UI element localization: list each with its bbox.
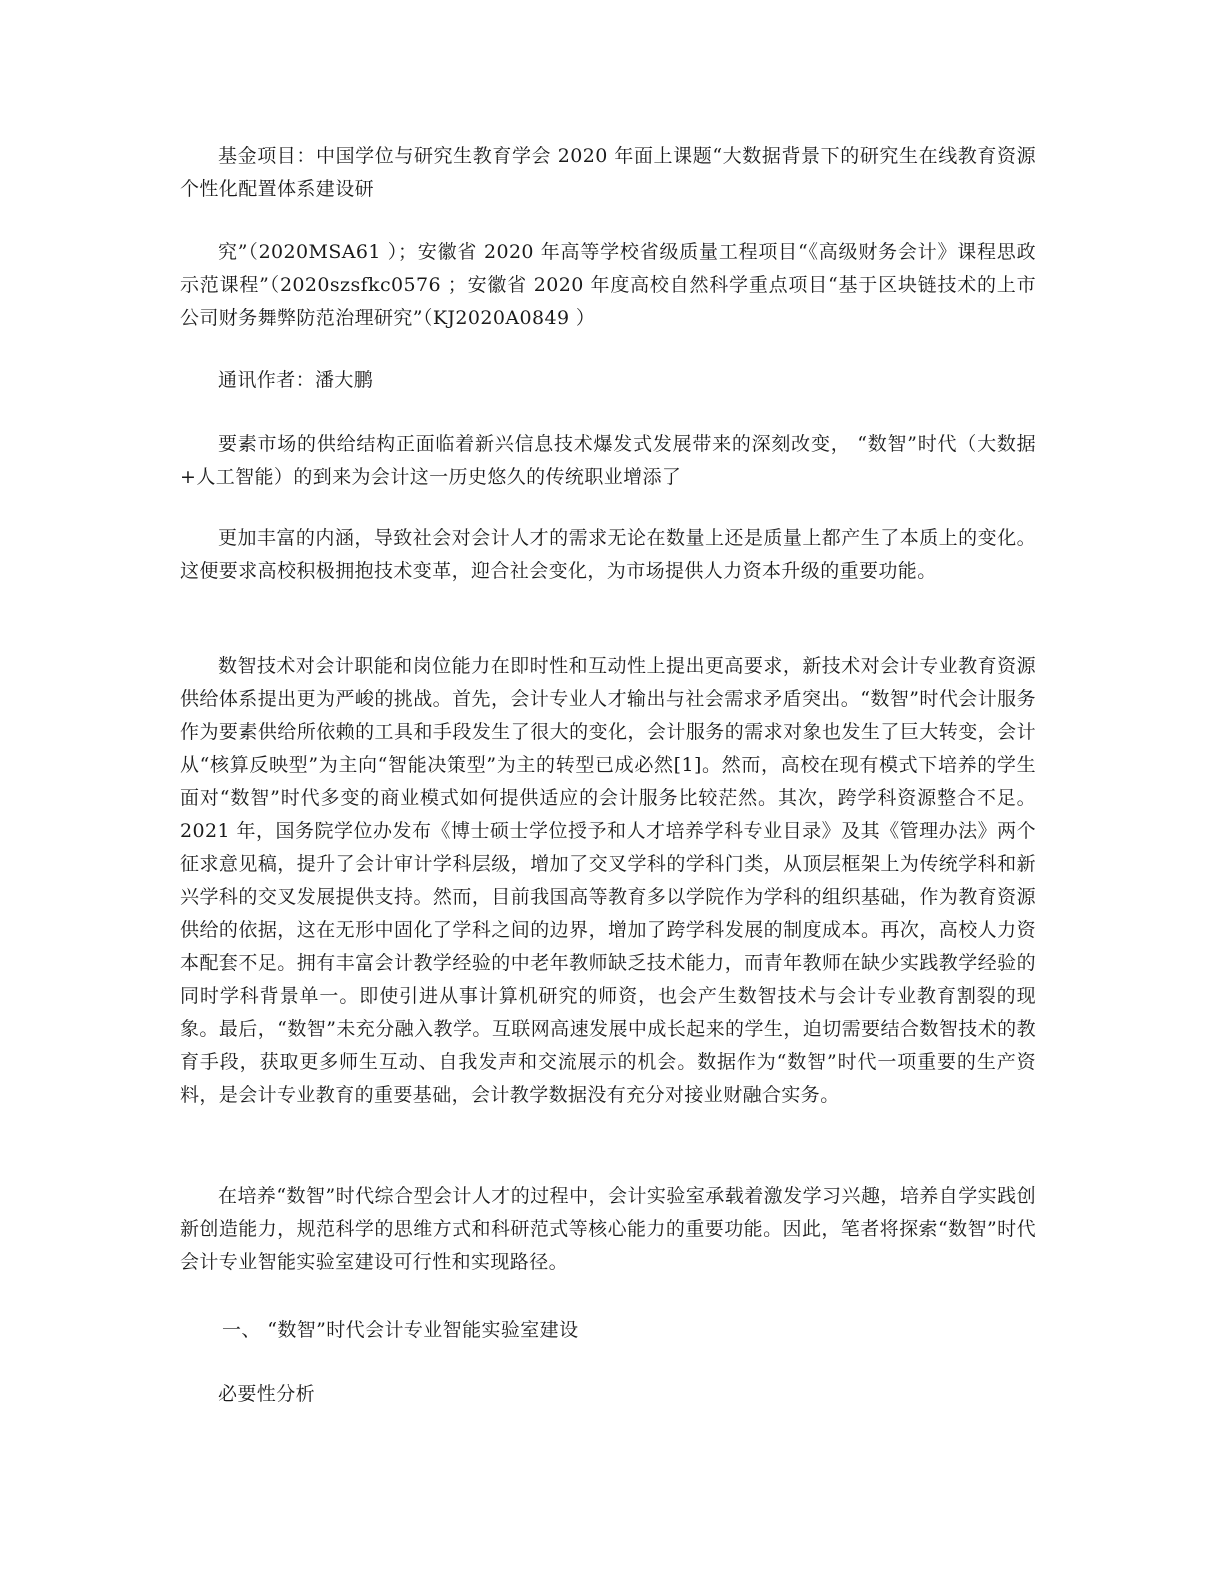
body-paragraph-intro: 要素市场的供给结构正面临着新兴信息技术爆发式发展带来的深刻改变， “数智”时代（大数据+人工智能）的到来为会计这一历史悠久的传统职业增添了 — [180, 433, 1036, 488]
body-paragraph-challenges: 数智技术对会计职能和岗位能力在即时性和互动性上提出更高要求，新技术对会计专业教育资源供给体系提出更为严峻的挑战。首先，会计专业人才输出与社会需求矛盾突出。“数智”时代会计服务作为要素供给所依赖的工具和手段发生了很大的变化，会计服务的需求对象也发生了巨大转变，会计从“核算反映型”为主向“智能决策型”为主的转型已成必然[1]。然而，高校在现有模式下培养的学生面对“数智”时代多变的商业模式如何提供适应的会计服务比较茫然。其次，跨学科资源整合不足。2021 年，国务院学位办发布《博士硕士学位授予和人才培养学科专业目录》及其《管理办法》两个征求意见稿，提升了会计审计学科层级，增加了交叉学科的学科门类，从顶层框架上为传统学科和新兴学科的交叉发展提供支持。然而，目前我国高等教育多以学院作为学科的组织基础，作为教育资源供给的依据，这在无形中固化了学科之间的边界，增加了跨学科发展的制度成本。再次，高校人力资本配套不足。拥有丰富会计教学经验的中老年教师缺乏技术能力，而青年教师在缺少实践教学经验的同时学科背景单一。即使引进从事计算机研究的师资，也会产生数智技术与会计专业教育割裂的现象。最后，“数智”未充分融入教学。互联网高速发展中成长起来的学生，迫切需要结合数智技术的教育手段，获取更多师生互动、自我发声和交流展示的机会。数据作为“数智”时代一项重要的生产资料，是会计专业教育的重要基础，会计教学数据没有充分对接业财融合实务。 — [180, 655, 1036, 1106]
body-paragraph-demand: 更加丰富的内涵，导致社会对会计人才的需求无论在数量上还是质量上都产生了本质上的变化。这便要求高校积极拥抱技术变革，迎合社会变化，为市场提供人力资本升级的重要功能。 — [180, 527, 1036, 582]
corresponding-author: 通讯作者：潘大鹏 — [218, 369, 374, 391]
funding-paragraph: 基金项目：中国学位与研究生教育学会 2020 年面上课题“大数据背景下的研究生在线教育资源个性化配置体系建设研 — [180, 145, 1036, 200]
section-heading: 一、 “数智”时代会计专业智能实验室建设 — [222, 1319, 579, 1341]
body-paragraph-purpose: 在培养“数智”时代综合型会计人才的过程中，会计实验室承载着激发学习兴趣，培养自学实践创新创造能力，规范科学的思维方式和科研范式等核心能力的重要功能。因此，笔者将探索“数智”时代会计专业智能实验室建设可行性和实现路径。 — [180, 1185, 1036, 1273]
funding-continuation-paragraph: 究”（2020MSA61 ）；安徽省 2020 年高等学校省级质量工程项目“《高级财务会计》课程思政示范课程”（2020szsfkc0576 ；安徽省 2020 年度高校自然科学重点项目“基于区块链技术的上市公司财务舞弊防范治理研究”（KJ2020A0849 ） — [180, 241, 1036, 329]
subsection-heading: 必要性分析 — [218, 1383, 316, 1405]
